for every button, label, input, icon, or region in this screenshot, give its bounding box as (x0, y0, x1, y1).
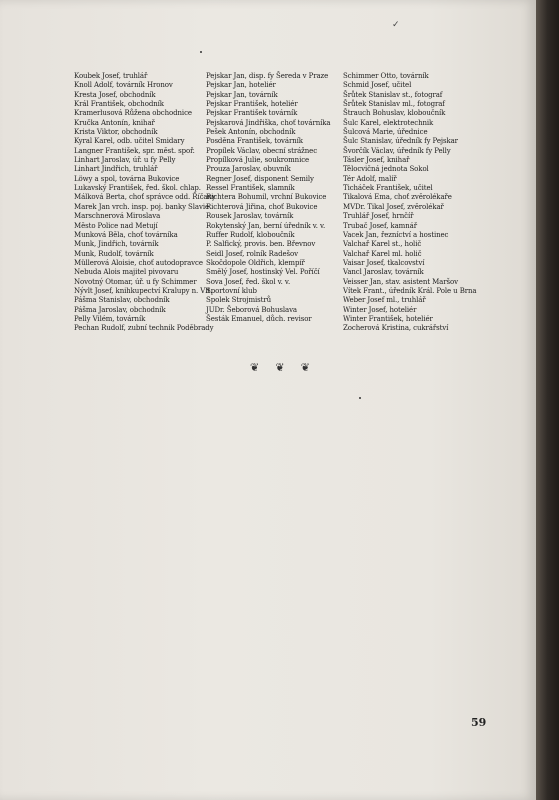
list-entry: Linhart Jindřich, truhlář (74, 165, 158, 174)
leaf-ornament-icon: ❦ (300, 361, 310, 374)
list-entry: Šrůtek Stanislav st., fotograf (343, 90, 443, 99)
list-entry: Rokytenský Jan, berní úředník v. v. (206, 221, 326, 230)
list-entry: Munk, Jindřich, továrník (74, 240, 159, 249)
list-entry: Lukavský František, řed. škol. chlap. (74, 184, 201, 193)
name-list-column-2 (206, 72, 342, 324)
list-entry: Málková Berta, choť správce odd. Říčany (74, 193, 216, 202)
list-entry: Pešek Antonín, obchodník (206, 128, 296, 137)
list-entry: Šulc Karel, elektrotechnik (343, 118, 434, 127)
list-entry: Posděna František, továrník (206, 137, 303, 146)
list-entry: Koubek Josef, truhlář (74, 72, 148, 80)
list-entry: Krista Viktor, obchodník (74, 128, 158, 137)
list-entry: Valchař Karel st., holič (343, 240, 422, 249)
list-entry: Štrauch Bohuslav, kloboučník (343, 109, 446, 118)
list-entry: Šulcová Marie, úřednice (343, 128, 428, 137)
list-entry: Kručka Antonín, knihař (74, 118, 155, 127)
name-list-column-1 (74, 72, 216, 334)
list-entry: Linhart Jaroslav, úř. u fy Pelly (74, 156, 176, 165)
list-entry: Marschnerová Miroslava (74, 212, 161, 221)
list-entry: Pejskar Jan, továrník (206, 90, 278, 99)
list-entry: Winter František, hoteliér (343, 314, 433, 323)
list-entry: Spolek Strojmistrů (206, 296, 272, 305)
list-entry: Weber Josef ml., truhlář (343, 296, 426, 305)
list-entry: Nývlt Josef, knihkupectví Kralupy n. Vlt. (74, 286, 213, 295)
list-entry: Vítek Frant., úředník Král. Pole u Brna (343, 286, 477, 295)
list-entry: Šrůtek Stanislav ml., fotograf (343, 100, 445, 109)
list-entry: Munk, Rudolf, továrník (74, 249, 154, 258)
list-entry: Propílek Václav, obecní strážnec (206, 146, 318, 155)
list-entry: Rousek Jaroslav, továrník (206, 212, 294, 221)
list-entry: Richterová Jiřina, choť Bukovice (206, 202, 318, 211)
list-entry: Schmid Josef, učitel (343, 81, 412, 90)
name-list-column-3 (343, 72, 493, 334)
list-entry: Šulc Stanislav, úředník fy Pejskar (343, 137, 458, 146)
list-entry: Tásler Josef, knihař (343, 156, 410, 165)
list-entry: Pechan Rudolf, zubní technik Poděbrady (74, 324, 214, 333)
list-entry: P. Salfický, provis. ben. Břevnov (206, 240, 316, 249)
list-entry: JUDr. Šeborová Bohuslava (206, 305, 297, 314)
list-entry: Pášma Jaroslav, obchodník (74, 305, 166, 314)
list-entry: Ruffer Rudolf, kloboučník (206, 230, 295, 239)
list-entry: Langner František, spr. měst. spoř. (74, 146, 195, 155)
list-entry: Kyral Karel, odb. učitel Smidary (74, 137, 185, 146)
list-entry: Pejskar Jan, hoteliér (206, 81, 276, 90)
list-entry: Šesták Emanuel, důch. revisor (206, 314, 312, 323)
list-entry: Sova Josef, řed. škol v. v. (206, 277, 291, 286)
list-entry: Skočdopole Oldřich, klempíř (206, 258, 305, 267)
list-entry: Veisser Jan, stav. asistent Maršov (343, 277, 458, 286)
list-entry: Smělý Josef, hostinský Vel. Poříčí (206, 268, 320, 277)
list-entry: Knoll Adolf, továrník Hronov (74, 81, 173, 90)
list-entry: Prouza Jaroslav, obuvník (206, 165, 291, 174)
list-entry: Vancl Jaroslav, továrník (343, 268, 424, 277)
page-number: 59 (471, 716, 487, 729)
list-entry: Kresta Josef, obchodník (74, 90, 156, 99)
book-edge-shadow (536, 0, 559, 800)
list-entry: Město Police nad Metují (74, 221, 158, 230)
list-entry: Ressel František, slamník (206, 184, 295, 193)
list-entry: Seidl Josef, rolník Radešov (206, 249, 298, 258)
list-entry: Vaisar Josef, tkalcovství (343, 258, 425, 267)
list-entry: Trubač Josef, kamnář (343, 221, 417, 230)
list-entry: Regner Josef, disponent Semily (206, 174, 314, 183)
ornament-divider (250, 361, 310, 374)
list-entry: Winter Josef, hoteliér (343, 305, 417, 314)
list-entry: Tikalová Ema, choť zvěrolékaře (343, 193, 452, 202)
pencil-mark-icon: ✓ (392, 20, 400, 30)
list-entry: Švorčík Václav, úředník fy Pelly (343, 146, 451, 155)
list-entry: Tér Adolf, malíř (343, 174, 397, 183)
list-entry: Müllerová Aloisie, choť autodopravce (74, 258, 203, 267)
list-entry: Sportovní klub (206, 286, 257, 295)
list-entry: Nebuda Alois majitel pivovaru (74, 268, 179, 277)
list-entry: Pelly Vilém, továrník (74, 314, 146, 323)
list-entry: Pejskar František, hoteliér (206, 100, 298, 109)
list-entry: Pejskar Jan, disp. fy Šereda v Praze (206, 72, 329, 80)
list-entry: Richtera Bohumil, vrchní Bukovice (206, 193, 327, 202)
list-entry: Tělocvičná jednota Sokol (343, 165, 429, 174)
list-entry: Valchař Karel ml. holič (343, 249, 422, 258)
leaf-ornament-icon: ❦ (275, 361, 285, 374)
list-entry: Schimmer Otto, továrník (343, 72, 429, 80)
list-entry: Vacek Jan, řezníctví a hostinec (343, 230, 449, 239)
list-entry: MVDr. Tikal Josef, zvěrolékař (343, 202, 444, 211)
list-entry: Pášma Stanislav, obchodník (74, 296, 170, 305)
leaf-ornament-icon: ❦ (250, 361, 260, 374)
list-entry: Löwy a spol, továrna Bukovice (74, 174, 180, 183)
list-entry: Kramerlusová Růžena obchodnice (74, 109, 192, 118)
list-entry: Marek Jan vrch. insp. poj. banky Slavie (74, 202, 210, 211)
list-entry: Zocherová Kristina, cukrářství (343, 324, 449, 333)
list-entry: Propílková Julie, soukromnice (206, 156, 310, 165)
speck-dot (359, 397, 361, 399)
list-entry: Truhlář Josef, hrnčíř (343, 212, 414, 221)
list-entry: Ticháček František, učitel (343, 184, 433, 193)
list-entry: Munková Běla, choť továrníka (74, 230, 178, 239)
list-entry: Král František, obchodník (74, 100, 164, 109)
list-entry: Pejskarová Jindřiška, choť továrníka (206, 118, 331, 127)
speck-dot (200, 51, 202, 53)
list-entry: Novotný Otomar, úř. u fy Schimmer (74, 277, 197, 286)
list-entry: Pejskar František továrník (206, 109, 298, 118)
